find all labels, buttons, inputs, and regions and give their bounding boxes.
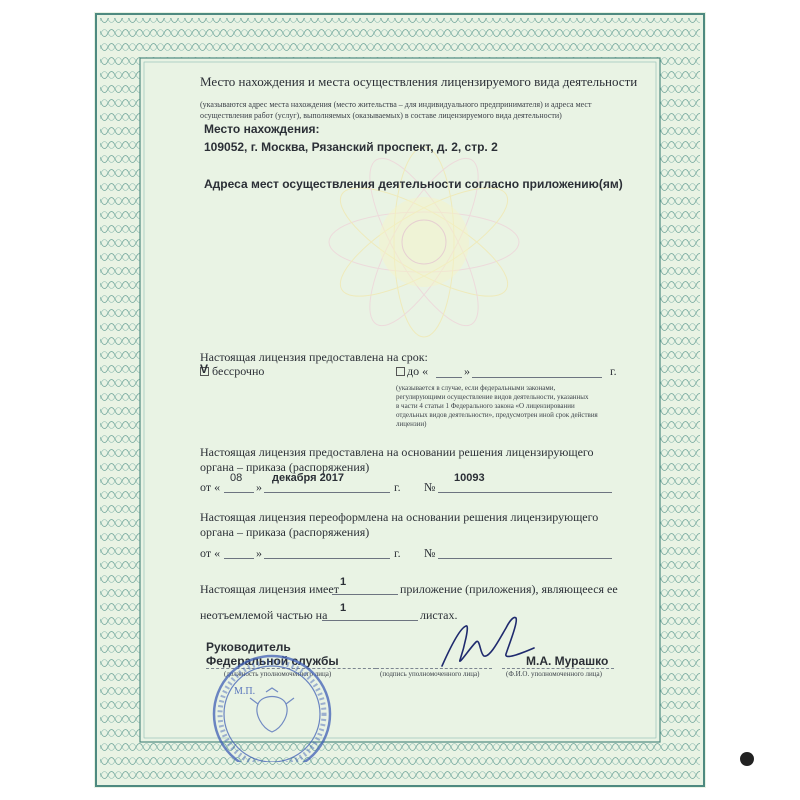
term-note-line4: отдельных видов деятельности», предусмотрен иной срок действия xyxy=(396,411,598,419)
official-stamp xyxy=(202,652,352,762)
attachments-line1-prefix: Настоящая лицензия имеет xyxy=(200,582,339,596)
location-label: Место нахождения: xyxy=(204,122,320,136)
term-note-line2: регулирующими осуществление видов деятельности, указанных xyxy=(396,393,589,401)
position-line2: Федеральной службы xyxy=(206,654,339,668)
attachments-sheets: 1 xyxy=(340,602,347,614)
basis-from-prefix: от « xyxy=(200,480,221,494)
until-suffix: г. xyxy=(610,364,617,378)
attachments-sheets-line xyxy=(322,620,418,621)
basis-number-sign: № xyxy=(424,480,436,494)
reissue-number-sign: № xyxy=(424,546,436,560)
until-day-line xyxy=(436,377,462,378)
basis-number-line xyxy=(438,492,612,493)
header-title: Место нахождения и места осуществления лицензируемого вида деятельности xyxy=(200,74,638,89)
reissue-number-line xyxy=(438,558,612,559)
until-checkbox xyxy=(396,367,405,376)
attachments-line1-suffix: приложение (приложения), являющееся ее xyxy=(400,582,618,596)
basis-day-line xyxy=(224,492,254,493)
position-caption: (должность уполномоченного лица) xyxy=(224,670,332,678)
term-label: Настоящая лицензия предоставлена на срок: xyxy=(200,350,428,364)
check-mark: V xyxy=(200,362,209,376)
indefinite-label: бессрочно xyxy=(212,364,265,378)
term-note-line1: (указывается в случае, если федеральными законами, xyxy=(396,384,556,392)
punch-hole xyxy=(740,752,754,766)
basis-line1: Настоящая лицензия предоставлена на основании решения лицензирующего xyxy=(200,445,594,459)
until-date-line xyxy=(472,377,602,378)
attachments-count-line xyxy=(332,594,398,595)
basis-quote-close: » xyxy=(256,480,262,494)
reissue-year-suffix: г. xyxy=(394,546,401,560)
reissue-date-line xyxy=(264,558,390,559)
position-line1: Руководитель xyxy=(206,640,291,654)
license-sheet xyxy=(94,12,706,788)
attachments-count: 1 xyxy=(340,576,347,588)
until-mid: » xyxy=(464,364,470,378)
location-address: 109052, г. Москва, Рязанский проспект, д. 2, стр. 2 xyxy=(204,140,498,154)
reissue-from-prefix: от « xyxy=(200,546,221,560)
rosette-watermark xyxy=(324,122,524,362)
reissue-line2: органа – приказа (распоряжения) xyxy=(200,525,370,539)
basis-line2: органа – приказа (распоряжения) xyxy=(200,460,370,474)
signature-caption: (подпись уполномоченного лица) xyxy=(380,670,480,678)
until-prefix: до « xyxy=(407,364,429,378)
basis-number: 10093 xyxy=(454,472,485,484)
basis-day: 08 xyxy=(230,472,243,484)
basis-year-suffix: г. xyxy=(394,480,401,494)
term-note-line5: лицензии) xyxy=(396,420,427,428)
name-caption: (Ф.И.О. уполномоченного лица) xyxy=(506,670,602,678)
term-note-line3: в части 4 статьи 1 Федерального закона «О лицензировании xyxy=(396,402,575,410)
stamp-mark: М.П. xyxy=(234,686,256,697)
header-note-line2: осуществления работ (услуг), выполняемых (оказываемых) в составе лицензируемого вида деятельности) xyxy=(200,111,562,120)
basis-date-line xyxy=(264,492,390,493)
reissue-day-line xyxy=(224,558,254,559)
signer-name: М.А. Мурашко xyxy=(526,654,609,668)
activity-addresses: Адреса мест осуществления деятельности согласно приложению(ям) xyxy=(204,177,623,191)
basis-month-year: декабря 2017 xyxy=(272,472,345,484)
reissue-line1: Настоящая лицензия переоформлена на основании решения лицензирующего xyxy=(200,510,599,524)
header-note-line1: (указываются адрес места нахождения (место жительства – для индивидуального предпринимателя) и адреса мест xyxy=(200,100,592,109)
attachments-line2-suffix: листах. xyxy=(420,608,458,622)
attachments-line2-prefix: неотъемлемой частью на xyxy=(200,608,328,622)
name-line xyxy=(502,668,614,669)
reissue-quote-close: » xyxy=(256,546,262,560)
